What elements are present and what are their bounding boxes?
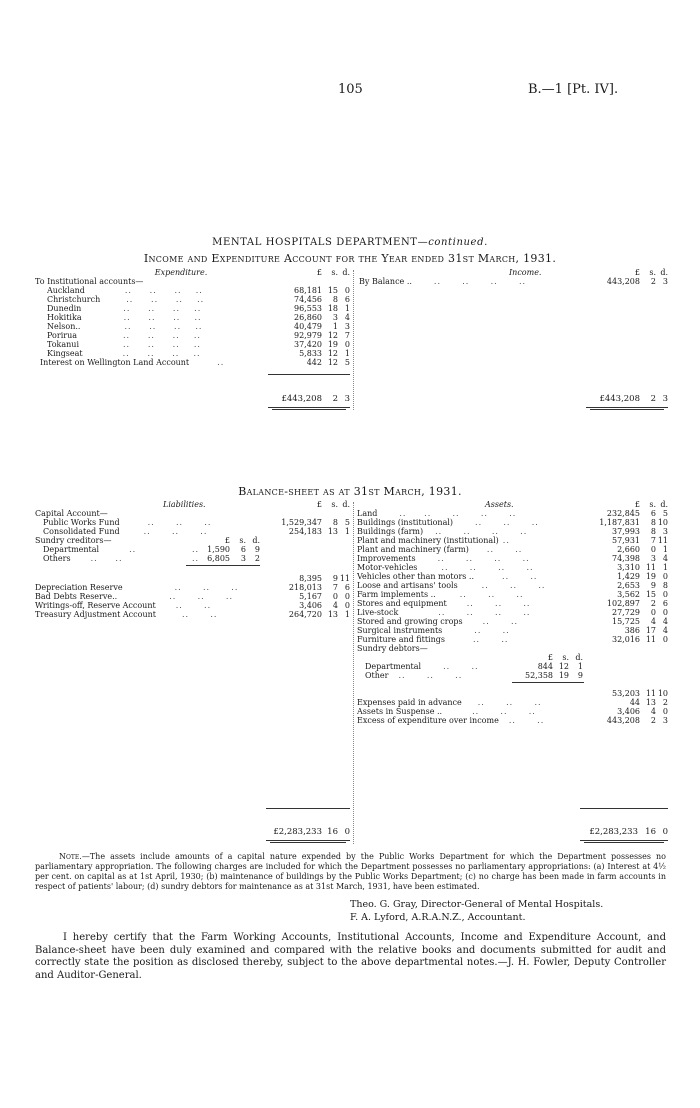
auditor-certificate: I hereby certify that the Farm Working Accounts, Institutional Accounts, Income and Expenditure Account, and Balance-sheet have been duly examined and compared with the relative books and documents submitted for audit and correctly state the position as disclosed thereby, subject to the above departmental notes.—J. H. Fowler, Deputy Controller and Auditor-General. xyxy=(35,932,666,981)
row-label: Auckland xyxy=(47,286,85,295)
row-d: 11 xyxy=(657,536,668,545)
row-label: Plant and machinery (farm) xyxy=(357,545,469,554)
row-s: 6 xyxy=(240,545,246,554)
row-pound: 27,729 xyxy=(612,608,640,617)
capital-account-label: Capital Account— xyxy=(35,509,108,518)
page-number: 105 xyxy=(338,82,363,97)
row-d: 2 xyxy=(662,698,668,707)
subtotal-rule xyxy=(580,808,668,809)
row-d: 3 xyxy=(344,322,350,331)
row-label: Motor-vehicles xyxy=(357,563,418,572)
total-pound: £443,208 xyxy=(599,394,640,404)
creditor-departmental-label: Departmental .. xyxy=(43,545,137,554)
total-d: 3 xyxy=(662,394,668,404)
row-label: Expenses paid in advance xyxy=(357,698,462,707)
row-pound: 96,553 xyxy=(294,304,322,313)
total-rule xyxy=(268,407,350,408)
row-d: 9 xyxy=(254,545,260,554)
row-s: 8 xyxy=(650,518,656,527)
row-d: 2 xyxy=(254,554,260,563)
row-pound: 1,429 xyxy=(617,572,640,581)
table-row: Expenses paid in advance .. .. .. 44 13 2 xyxy=(357,698,668,707)
row-pound: 37,993 xyxy=(612,527,640,536)
row-label: Improvements xyxy=(357,554,416,563)
row-pound: 5,167 xyxy=(299,592,322,601)
col-d: d. xyxy=(660,268,668,277)
table-row: Nelson.. .. .. .. .. 40,479 1 3 xyxy=(47,322,350,331)
row-s: 11 xyxy=(645,563,656,572)
row-d: 1 xyxy=(577,662,583,671)
row-d: 8 xyxy=(662,581,668,590)
row-d: 4 xyxy=(344,313,350,322)
col-s: s. xyxy=(239,536,246,545)
col-pound: £ xyxy=(224,536,230,545)
row-s: 6 xyxy=(650,509,656,518)
row-d: 6 xyxy=(344,295,350,304)
table-row: By Balance .. .. .. .. .. 443,208 2 3 xyxy=(359,277,668,286)
row-d: 10 xyxy=(657,689,668,698)
row-label: Depreciation Reserve xyxy=(35,583,123,592)
row-pound: 57,931 xyxy=(612,536,640,545)
row-pound: 2,653 xyxy=(617,581,640,590)
row-s: 1 xyxy=(332,322,338,331)
row-pound: 26,860 xyxy=(294,313,322,322)
institutional-accounts-label: To Institutional accounts— xyxy=(35,277,144,286)
balance-sheet-title: Balance-sheet as at 31st March, 1931. xyxy=(238,485,462,498)
col-s: s. xyxy=(331,500,338,509)
row-s: 0 xyxy=(332,592,338,601)
row-label: Land xyxy=(357,509,378,518)
expenditure-total xyxy=(268,395,350,404)
table-row: Loose and artisans' tools .. .. .. 2,653 9 8 xyxy=(357,581,668,590)
row-label: Christchurch xyxy=(47,295,101,304)
table-row: Auckland .. .. .. .. 68,181 15 0 xyxy=(47,286,350,295)
table-row xyxy=(35,574,350,583)
table-row: Buildings (farm) .. .. .. .. 37,993 8 3 xyxy=(357,527,668,536)
col-pound: £ xyxy=(316,268,322,277)
row-label: Surgical instruments xyxy=(357,626,443,635)
column-divider xyxy=(353,502,354,844)
total-s: 2 xyxy=(650,394,656,404)
col-s: s. xyxy=(649,500,656,509)
expenditure-table xyxy=(35,268,350,367)
total-rule xyxy=(586,407,668,408)
total-rule xyxy=(266,840,350,841)
department-title-text: MENTAL HOSPITALS DEPARTMENT— xyxy=(212,237,429,248)
liabilities-total xyxy=(262,828,350,837)
row-d: 0 xyxy=(344,592,350,601)
row-d: 6 xyxy=(344,583,350,592)
row-d: 5 xyxy=(344,518,350,527)
sundry-debtors-label: Sundry debtors— xyxy=(357,644,428,653)
row-d: 3 xyxy=(662,716,668,725)
col-pound: £ xyxy=(634,268,640,277)
row-pound: 443,208 xyxy=(606,277,640,286)
row-s: 2 xyxy=(650,716,656,725)
sundry-debtors-table xyxy=(495,653,583,680)
row-pound: 8,395 xyxy=(299,574,322,583)
note-text: —The assets include amounts of a capital nature expended by the Public Works Department for which the Department possesses no parliamentary appropriation. The following charges are included for which the Department possesses no parliamentary appropriations: (a) Interest at 4½ per cent. on capital as at 1st April, 1930; (b) maintenance of buildings by the Public Works Department; (c) no charge has been made in farm accounts in respect of patients' labour; (d) sundry debtors for maintenance as at 31st March, 1931, have been estimated. xyxy=(35,852,666,891)
table-row: Improvements .. .. .. .. 74,398 3 4 xyxy=(357,554,668,563)
total-d: 0 xyxy=(662,827,668,837)
row-label: Excess of expenditure over income xyxy=(357,716,499,725)
row-label: Tokanui xyxy=(47,340,80,349)
row-d: 0 xyxy=(344,340,350,349)
row-d: 11 xyxy=(339,574,350,583)
row-d: 9 xyxy=(577,671,583,680)
row-s: 9 xyxy=(650,581,656,590)
table-row: Excess of expenditure over income .. .. 443,208 2 3 xyxy=(357,716,668,725)
row-label: Interest on Wellington Land Account xyxy=(40,358,190,367)
row-label: Plant and machinery (institutional) xyxy=(357,536,499,545)
column-divider xyxy=(353,270,354,410)
total-pound: £2,283,233 xyxy=(589,827,638,837)
sundry-creditors-rule xyxy=(186,565,260,566)
signature-director: Theo. G. Gray, Director-General of Mental Hospitals. xyxy=(350,899,604,910)
row-s: 19 xyxy=(558,671,569,680)
row-d: 0 xyxy=(662,635,668,644)
row-label: Farm implements .. xyxy=(357,590,436,599)
row-d: 0 xyxy=(344,601,350,610)
row-pound: 37,420 xyxy=(294,340,322,349)
table-row xyxy=(495,671,583,680)
row-pound: 52,358 xyxy=(525,671,553,680)
table-row: Tokanui .. .. .. .. 37,420 19 0 xyxy=(47,340,350,349)
department-title xyxy=(0,237,700,248)
total-rule-double xyxy=(272,409,346,410)
col-s: s. xyxy=(331,268,338,277)
table-row: Live-stock .. .. .. .. 27,729 0 0 xyxy=(357,608,668,617)
row-label: Others xyxy=(43,554,71,563)
table-row: Treasury Adjustment Account .. .. 264,720 13 1 xyxy=(35,610,350,619)
row-d: 1 xyxy=(662,545,668,554)
row-s: 12 xyxy=(327,349,338,358)
table-row: .. 1,590 6 9 xyxy=(192,545,260,554)
row-pound: 218,013 xyxy=(288,583,322,592)
table-row: Depreciation Reserve .. .. .. 218,013 7 6 xyxy=(35,583,350,592)
row-s: 9 xyxy=(332,574,338,583)
row-d: 1 xyxy=(662,563,668,572)
table-row: Plant and machinery (farm) .. .. 2,660 0 1 xyxy=(357,545,668,554)
row-pound: 2,660 xyxy=(617,545,640,554)
table-row: Stores and equipment .. .. .. 102,897 2 6 xyxy=(357,599,668,608)
subtotal-rule xyxy=(268,374,350,375)
income-heading: Income. xyxy=(509,268,542,277)
document-reference: B.—1 [Pt. IV]. xyxy=(528,82,619,97)
col-s: s. xyxy=(562,653,569,662)
row-label: Stored and growing crops xyxy=(357,617,463,626)
row-s: 12 xyxy=(558,662,569,671)
row-s: 0 xyxy=(650,545,656,554)
row-label: Departmental xyxy=(365,662,422,671)
row-s: 4 xyxy=(650,707,656,716)
debtor-other-label: Other .. .. .. xyxy=(365,671,463,680)
row-pound: 102,897 xyxy=(606,599,640,608)
row-pound: 844 xyxy=(537,662,553,671)
row-d: 1 xyxy=(344,349,350,358)
table-row xyxy=(495,662,583,671)
col-pound: £ xyxy=(316,500,322,509)
row-label: Dunedin xyxy=(47,304,82,313)
row-pound: 53,203 xyxy=(612,689,640,698)
note-lead: Note. xyxy=(59,852,82,861)
row-d: 4 xyxy=(662,554,668,563)
income-total xyxy=(586,395,668,404)
row-s: 3 xyxy=(332,313,338,322)
row-pound: 92,979 xyxy=(294,331,322,340)
table-row: Hokitika .. .. .. .. 26,860 3 4 xyxy=(47,313,350,322)
row-d: 3 xyxy=(662,527,668,536)
table-row: Motor-vehicles .. .. .. .. 3,310 11 1 xyxy=(357,563,668,572)
table-row: Writings-off, Reserve Account .. .. 3,406 4 0 xyxy=(35,601,350,610)
row-s: 15 xyxy=(645,590,656,599)
row-s: 2 xyxy=(650,599,656,608)
row-pound: 40,479 xyxy=(294,322,322,331)
total-rule-double xyxy=(590,409,664,410)
row-s: 4 xyxy=(332,601,338,610)
row-s: 19 xyxy=(645,572,656,581)
row-label: Consolidated Fund xyxy=(43,527,120,536)
row-s: 8 xyxy=(650,527,656,536)
assets-heading: Assets. xyxy=(485,500,514,509)
total-rule xyxy=(580,840,668,841)
note-paragraph xyxy=(35,852,666,892)
income-table xyxy=(359,268,668,286)
row-pound: 232,845 xyxy=(606,509,640,518)
row-d: 5 xyxy=(662,509,668,518)
row-pound: 3,406 xyxy=(617,707,640,716)
row-s: 7 xyxy=(650,536,656,545)
row-d: 4 xyxy=(662,626,668,635)
row-label: Buildings (institutional) xyxy=(357,518,454,527)
row-d: 6 xyxy=(662,599,668,608)
assets-table-lower xyxy=(357,689,668,725)
subtotal-rule xyxy=(266,808,350,809)
row-s: 8 xyxy=(332,295,338,304)
row-s: 12 xyxy=(327,331,338,340)
row-pound: 74,398 xyxy=(612,554,640,563)
row-pound: 6,805 xyxy=(207,554,230,563)
row-label: Assets in Suspense .. xyxy=(357,707,443,716)
debtor-departmental-label: Departmental .. .. xyxy=(365,662,479,671)
col-d: d. xyxy=(660,500,668,509)
table-row: Dunedin .. .. .. .. 96,553 18 1 xyxy=(47,304,350,313)
table-row: Vehicles other than motors .. .. .. 1,429 19 0 xyxy=(357,572,668,581)
creditor-others-label: Others .. .. xyxy=(43,554,123,563)
total-d: 0 xyxy=(344,827,350,837)
row-pound: 3,562 xyxy=(617,590,640,599)
total-s: 16 xyxy=(327,827,338,837)
liabilities-table-lower xyxy=(35,574,350,619)
row-s: 13 xyxy=(645,698,656,707)
row-pound: 254,183 xyxy=(288,527,322,536)
row-s: 11 xyxy=(645,635,656,644)
row-d: 0 xyxy=(662,608,668,617)
row-d: 5 xyxy=(344,358,350,367)
total-rule-double xyxy=(270,842,346,843)
row-s: 12 xyxy=(327,358,338,367)
table-row: Interest on Wellington Land Account .. 442 12 5 xyxy=(40,358,350,367)
total-pound: £443,208 xyxy=(281,394,322,404)
table-row: Public Works Fund .. .. .. 1,529,347 8 5 xyxy=(43,518,350,527)
row-s: 7 xyxy=(332,583,338,592)
signature-accountant: F. A. Lyford, A.R.A.N.Z., Accountant. xyxy=(350,912,526,923)
row-s: 2 xyxy=(650,277,656,286)
table-row xyxy=(357,689,668,698)
row-pound: 1,187,831 xyxy=(599,518,640,527)
row-d: 1 xyxy=(344,527,350,536)
row-d: 0 xyxy=(662,572,668,581)
row-label: Other xyxy=(365,671,389,680)
row-pound: 264,720 xyxy=(288,610,322,619)
table-row: Farm implements .. .. .. .. 3,562 15 0 xyxy=(357,590,668,599)
expenditure-heading: Expenditure. xyxy=(154,268,208,277)
row-pound: 443,208 xyxy=(606,716,640,725)
total-s: 2 xyxy=(332,394,338,404)
table-row: Christchurch .. .. .. .. 74,456 8 6 xyxy=(47,295,350,304)
col-pound: £ xyxy=(634,500,640,509)
col-pound: £ xyxy=(547,653,553,662)
row-label: Live-stock xyxy=(357,608,399,617)
row-s: 18 xyxy=(327,304,338,313)
row-pound: 74,456 xyxy=(294,295,322,304)
row-s: 15 xyxy=(327,286,338,295)
total-pound: £2,283,233 xyxy=(273,827,322,837)
row-pound: 442 xyxy=(306,358,322,367)
row-label: Vehicles other than motors .. xyxy=(357,572,475,581)
row-d: 0 xyxy=(344,286,350,295)
total-s: 16 xyxy=(645,827,656,837)
row-s: 3 xyxy=(650,554,656,563)
table-row: Land .. .. .. .. .. 232,845 6 5 xyxy=(357,509,668,518)
row-s: 17 xyxy=(645,626,656,635)
col-d: d. xyxy=(575,653,583,662)
row-label: Treasury Adjustment Account xyxy=(35,610,156,619)
total-d: 3 xyxy=(344,394,350,404)
row-label: Stores and equipment xyxy=(357,599,447,608)
row-label: Public Works Fund xyxy=(43,518,120,527)
row-s: 11 xyxy=(645,689,656,698)
department-title-cont: continued. xyxy=(428,237,488,248)
row-pound: 5,833 xyxy=(299,349,322,358)
table-row: .. 6,805 3 2 xyxy=(192,554,260,563)
row-label: Furniture and fittings xyxy=(357,635,445,644)
sundry-creditors-label: Sundry creditors— xyxy=(35,536,112,545)
table-row: Surgical instruments .. .. 386 17 4 xyxy=(357,626,668,635)
row-label: By Balance .. xyxy=(359,277,412,286)
row-d: 4 xyxy=(662,617,668,626)
table-row: Kingseat .. .. .. .. 5,833 12 1 xyxy=(47,349,350,358)
row-pound: 3,310 xyxy=(617,563,640,572)
row-d: 10 xyxy=(657,518,668,527)
assets-total xyxy=(574,828,668,837)
row-d: 3 xyxy=(662,277,668,286)
table-row: Assets in Suspense .. .. .. .. 3,406 4 0 xyxy=(357,707,668,716)
col-d: d. xyxy=(342,500,350,509)
total-rule-double xyxy=(584,842,664,843)
row-label: Nelson.. xyxy=(47,322,81,331)
assets-table xyxy=(357,500,668,653)
row-d: 0 xyxy=(662,590,668,599)
sundry-creditors-table xyxy=(160,536,260,563)
row-s: 19 xyxy=(327,340,338,349)
table-row: Furniture and fittings .. .. 32,016 11 0 xyxy=(357,635,668,644)
row-s: 3 xyxy=(240,554,246,563)
row-d: 0 xyxy=(662,707,668,716)
row-label: Departmental xyxy=(43,545,100,554)
row-pound: 15,725 xyxy=(612,617,640,626)
row-d: 1 xyxy=(344,610,350,619)
table-row: Bad Debts Reserve.. .. .. .. 5,167 0 0 xyxy=(35,592,350,601)
row-label: Porirua xyxy=(47,331,78,340)
row-s: 0 xyxy=(650,608,656,617)
row-pound: 32,016 xyxy=(612,635,640,644)
col-d: d. xyxy=(342,268,350,277)
table-row: Porirua .. .. .. .. 92,979 12 7 xyxy=(47,331,350,340)
row-label: Kingseat xyxy=(47,349,83,358)
row-s: 8 xyxy=(332,518,338,527)
table-row: Plant and machinery (institutional) .. 57,931 7 11 xyxy=(357,536,668,545)
row-s: 4 xyxy=(650,617,656,626)
row-label: Writings-off, Reserve Account xyxy=(35,601,156,610)
row-label: Loose and artisans' tools xyxy=(357,581,458,590)
row-s: 13 xyxy=(327,527,338,536)
col-s: s. xyxy=(649,268,656,277)
table-row: Buildings (institutional) .. .. .. 1,187,831 8 10 xyxy=(357,518,668,527)
row-d: 1 xyxy=(344,304,350,313)
row-d: 7 xyxy=(344,331,350,340)
row-pound: 1,529,347 xyxy=(281,518,322,527)
row-pound: 1,590 xyxy=(207,545,230,554)
row-label: Hokitika xyxy=(47,313,82,322)
table-row: Stored and growing crops .. .. 15,725 4 4 xyxy=(357,617,668,626)
row-label: Bad Debts Reserve.. xyxy=(35,592,118,601)
col-d: d. xyxy=(252,536,260,545)
row-pound: 3,406 xyxy=(299,601,322,610)
row-pound: 68,181 xyxy=(294,286,322,295)
liabilities-heading: Liabilities. xyxy=(163,500,206,509)
row-pound: 386 xyxy=(624,626,640,635)
table-row: Consolidated Fund .. .. .. 254,183 13 1 xyxy=(43,527,350,536)
row-pound: 44 xyxy=(629,698,640,707)
row-s: 13 xyxy=(327,610,338,619)
income-expenditure-title: Income and Expenditure Account for the Year ended 31st March, 1931. xyxy=(143,252,557,265)
row-label: Buildings (farm) xyxy=(357,527,424,536)
sundry-debtors-rule xyxy=(512,682,584,683)
